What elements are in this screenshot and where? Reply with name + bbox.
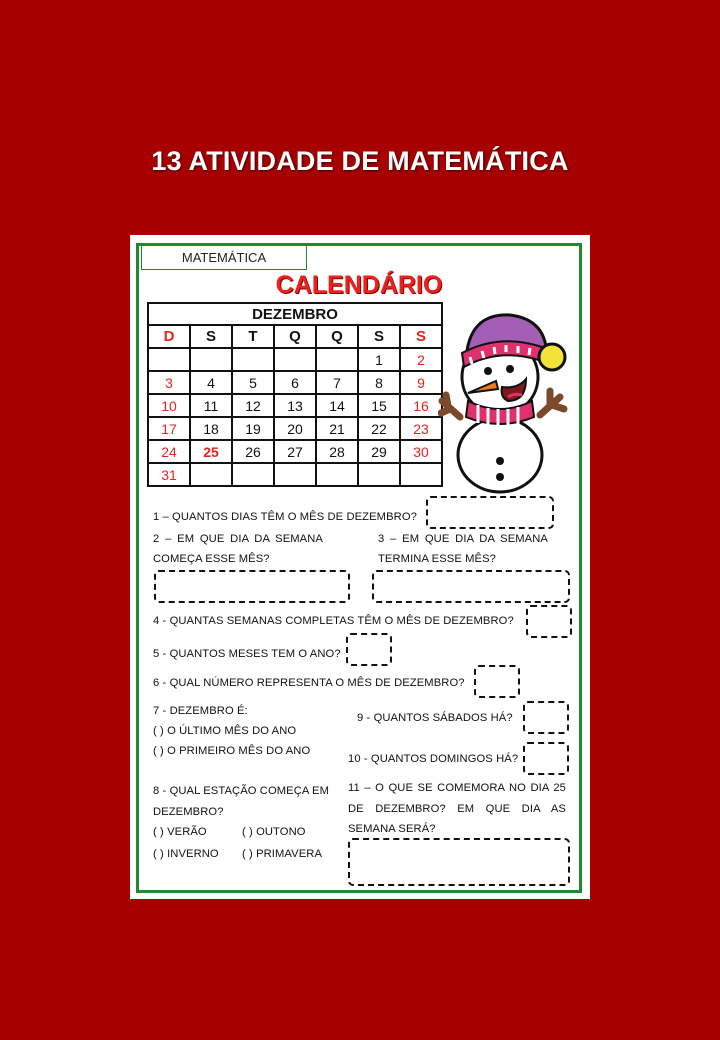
calendar-day-cell: 17 — [148, 417, 190, 440]
question-11-line1: 11 – O QUE SE COMEMORA NO DIA 25 — [348, 782, 566, 794]
question-7-option-1[interactable]: ( ) O ÚLTIMO MÊS DO ANO — [153, 725, 297, 737]
question-8-line1: 8 - QUAL ESTAÇÃO COMEÇA EM — [153, 785, 330, 797]
weekday-cell: T — [232, 325, 274, 348]
calendar-day-cell: 18 — [190, 417, 232, 440]
calendar-day-cell: 31 — [148, 463, 190, 486]
weekday-cell: Q — [274, 325, 316, 348]
question-8-option-winter[interactable]: ( ) INVERNO — [153, 848, 219, 860]
calendar-day-cell: 10 — [148, 394, 190, 417]
question-2-line1: 2 – EM QUE DIA DA SEMANA — [153, 533, 323, 545]
subject-label: MATEMÁTICA — [141, 244, 307, 270]
calendar-month: DEZEMBRO — [148, 303, 442, 325]
question-8-option-summer[interactable]: ( ) VERÃO — [153, 826, 207, 838]
question-11-line2: DE DEZEMBRO? EM QUE DIA AS — [348, 803, 566, 815]
calendar-day-cell — [190, 463, 232, 486]
calendar-week-row — [148, 417, 442, 440]
calendar-week-row — [148, 348, 442, 371]
question-9: 9 - QUANTOS SÁBADOS HÁ? — [357, 712, 513, 724]
calendar-day-cell: 25 — [190, 440, 232, 463]
calendar-week-row — [148, 371, 442, 394]
calendar-day-cell — [274, 463, 316, 486]
question-10: 10 - QUANTOS DOMINGOS HÁ? — [348, 753, 519, 765]
answer-box-10[interactable] — [523, 742, 569, 775]
calendar-day-cell: 22 — [358, 417, 400, 440]
calendar-day-cell: 16 — [400, 394, 442, 417]
answer-box-9[interactable] — [523, 701, 569, 734]
question-6: 6 - QUAL NÚMERO REPRESENTA O MÊS DE DEZEMBRO? — [153, 677, 465, 689]
page-title: 13 ATIVIDADE DE MATEMÁTICA — [151, 146, 569, 176]
question-11-line3: SEMANA SERÁ? — [348, 823, 436, 835]
calendar-day-cell: 26 — [232, 440, 274, 463]
answer-box-4[interactable] — [526, 605, 572, 638]
calendar-day-cell: 27 — [274, 440, 316, 463]
weekday-header-row — [148, 325, 442, 348]
calendar-day-cell: 5 — [232, 371, 274, 394]
worksheet — [130, 235, 590, 899]
question-8-line2: DEZEMBRO? — [153, 806, 224, 818]
answer-box-2[interactable] — [154, 570, 350, 603]
question-5: 5 - QUANTOS MESES TEM O ANO? — [153, 648, 341, 660]
calendar-day-cell — [358, 463, 400, 486]
calendar-day-cell: 12 — [232, 394, 274, 417]
calendar-day-cell — [190, 348, 232, 371]
calendar-day-cell: 28 — [316, 440, 358, 463]
calendar-day-cell — [148, 348, 190, 371]
weekday-cell: S — [400, 325, 442, 348]
calendar-day-cell — [274, 348, 316, 371]
question-2-line2: COMEÇA ESSE MÊS? — [153, 553, 270, 565]
snowman-illustration — [438, 305, 574, 495]
question-8-option-autumn[interactable]: ( ) OUTONO — [242, 826, 306, 838]
calendar-day-cell — [316, 348, 358, 371]
weekday-cell: Q — [316, 325, 358, 348]
calendar-day-cell: 8 — [358, 371, 400, 394]
question-1: 1 – QUANTOS DIAS TÊM O MÊS DE DEZEMBRO? — [153, 511, 417, 523]
answer-box-6[interactable] — [474, 665, 520, 698]
question-7: 7 - DEZEMBRO É: — [153, 705, 248, 717]
calendar-day-cell: 29 — [358, 440, 400, 463]
calendar-day-cell: 30 — [400, 440, 442, 463]
question-4: 4 - QUANTAS SEMANAS COMPLETAS TÊM O MÊS DE DEZEMBRO? — [153, 615, 514, 627]
answer-box-3[interactable] — [372, 570, 570, 603]
calendar-day-cell: 2 — [400, 348, 442, 371]
answer-box-5[interactable] — [346, 633, 392, 666]
calendar-day-cell: 1 — [358, 348, 400, 371]
calendar-day-cell: 3 — [148, 371, 190, 394]
calendar-day-cell: 13 — [274, 394, 316, 417]
question-7-option-2[interactable]: ( ) O PRIMEIRO MÊS DO ANO — [153, 745, 311, 757]
question-3-line2: TERMINA ESSE MÊS? — [378, 553, 496, 565]
calendar-day-cell — [232, 348, 274, 371]
weekday-cell: D — [148, 325, 190, 348]
calendar-week-row — [148, 463, 442, 486]
question-8-option-spring[interactable]: ( ) PRIMAVERA — [242, 848, 323, 860]
calendar-table — [147, 302, 443, 487]
calendar-day-cell: 4 — [190, 371, 232, 394]
calendar-day-cell: 24 — [148, 440, 190, 463]
calendar-day-cell — [232, 463, 274, 486]
calendar-day-cell: 11 — [190, 394, 232, 417]
calendar-week-row — [148, 394, 442, 417]
weekday-cell: S — [358, 325, 400, 348]
calendar-day-cell — [316, 463, 358, 486]
weekday-cell: S — [190, 325, 232, 348]
calendar-day-cell: 9 — [400, 371, 442, 394]
calendar-day-cell: 19 — [232, 417, 274, 440]
calendar-day-cell: 14 — [316, 394, 358, 417]
calendar-day-cell: 23 — [400, 417, 442, 440]
answer-box-1[interactable] — [426, 496, 554, 529]
calendar-heading: CALENDÁRIO — [275, 271, 443, 299]
calendar-day-cell: 6 — [274, 371, 316, 394]
question-3-line1: 3 – EM QUE DIA DA SEMANA — [378, 533, 548, 545]
answer-box-11[interactable] — [348, 838, 570, 886]
calendar-day-cell: 20 — [274, 417, 316, 440]
calendar-day-cell: 7 — [316, 371, 358, 394]
calendar-day-cell: 15 — [358, 394, 400, 417]
calendar-week-row — [148, 440, 442, 463]
calendar-day-cell — [400, 463, 442, 486]
calendar-day-cell: 21 — [316, 417, 358, 440]
